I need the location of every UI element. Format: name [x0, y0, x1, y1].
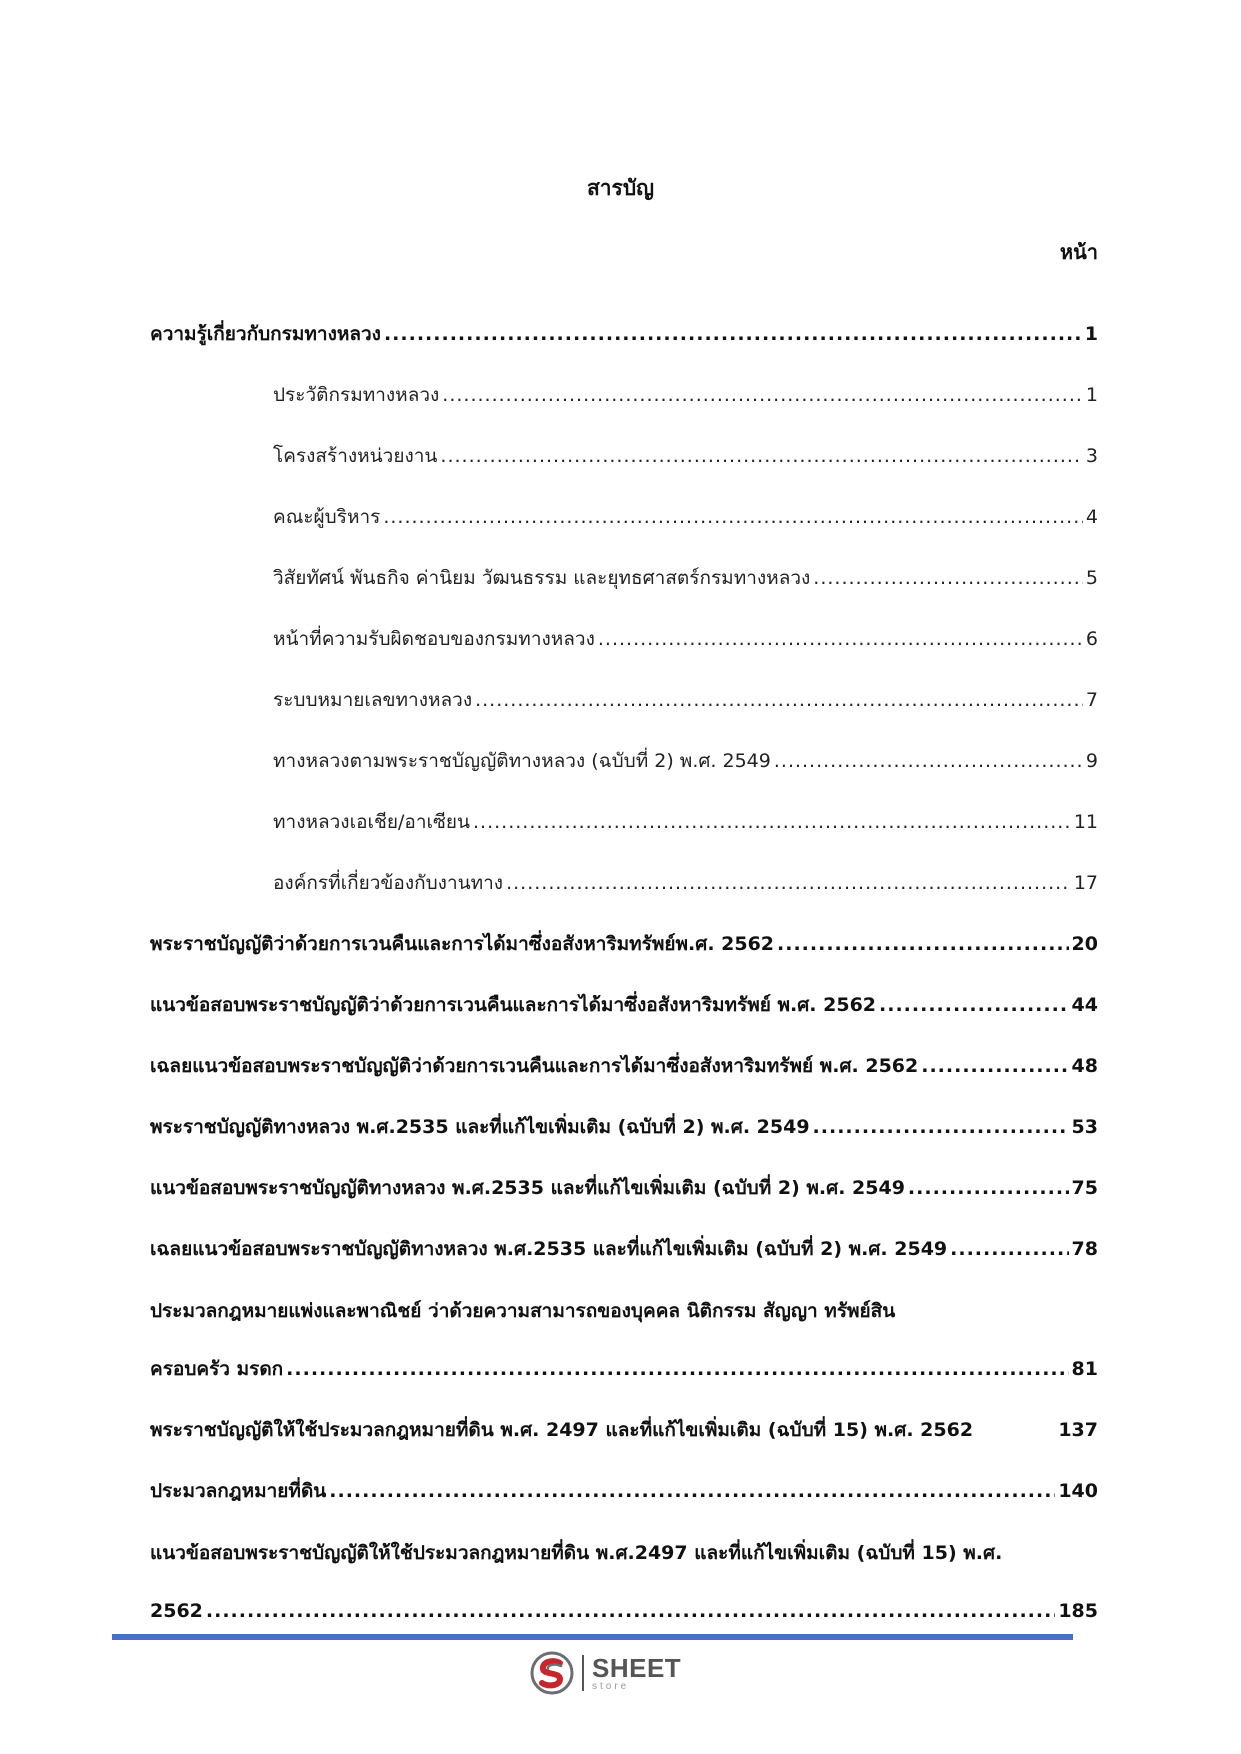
toc-dot-leader	[383, 504, 1083, 530]
toc-dot-leader	[473, 809, 1071, 835]
toc-entry-title: วิสัยทัศน์ พันธกิจ ค่านิยม วัฒนธรรม และยุทธศาสตร์กรมทางหลวง	[273, 567, 811, 589]
toc-entry-title: ครอบครัว มรดก	[150, 1358, 284, 1380]
toc-entry-title: พระราชบัญญัติทางหลวง พ.ศ.2535 และที่แก้ไขเพิ่มเติม (ฉบับที่ 2) พ.ศ. 2549	[150, 1116, 810, 1138]
toc-page-number: 44	[1071, 994, 1098, 1016]
toc-page-number: 78	[1071, 1238, 1098, 1260]
sheet-store-logo	[530, 1650, 681, 1696]
toc-page-number: 48	[1071, 1055, 1098, 1077]
toc-page-number: 5	[1085, 567, 1098, 589]
toc-dot-leader	[329, 1478, 1055, 1504]
toc-entry-title: ประมวลกฎหมายที่ดิน	[150, 1480, 327, 1502]
toc-page-number: 185	[1058, 1600, 1098, 1622]
toc-entry[interactable]	[150, 1018, 1098, 1079]
toc-entry[interactable]	[150, 713, 1098, 774]
logo-wordmark: SHEET	[592, 1652, 682, 1683]
toc-page-number: 140	[1058, 1480, 1098, 1502]
toc-entry-title: พระราชบัญญัติให้ใช้ประมวลกฎหมายที่ดิน พ.ศ. 2497 และที่แก้ไขเพิ่มเติม (ฉบับที่ 15) พ.ศ. 2562	[150, 1419, 974, 1441]
toc-dot-leader	[442, 382, 1083, 408]
toc-entry-title: ทางหลวงเอเชีย/อาเซียน	[273, 811, 471, 833]
toc-page-number: 1	[1084, 323, 1098, 345]
toc-dot-leader	[506, 870, 1071, 896]
toc-page-number: 3	[1085, 445, 1098, 467]
toc-entry-title: ประวัติกรมทางหลวง	[273, 384, 440, 406]
toc-entry[interactable]	[150, 408, 1098, 469]
toc-entry[interactable]	[150, 652, 1098, 713]
toc-entry-title: แนวข้อสอบพระราชบัญญัติให้ใช้ประมวลกฎหมายที่ดิน พ.ศ.2497 และที่แก้ไขเพิ่มเติม (ฉบับที่ 15) พ.ศ.	[150, 1542, 1003, 1564]
toc-page-number: 1	[1085, 384, 1098, 406]
toc-dot-leader	[879, 992, 1069, 1018]
toc-page-number: 75	[1071, 1177, 1098, 1199]
toc-entry[interactable]	[150, 896, 1098, 957]
logo-separator	[582, 1655, 584, 1691]
page-title: สารบัญ	[586, 176, 655, 200]
toc-entry-title: พระราชบัญญัติว่าด้วยการเวนคืนและการได้มาซึ่งอสังหาริมทรัพย์พ.ศ. 2562	[150, 933, 775, 955]
toc-entry[interactable]	[150, 1201, 1098, 1262]
toc-entry-title: แนวข้อสอบพระราชบัญญัติว่าด้วยการเวนคืนและการได้มาซึ่งอสังหาริมทรัพย์ พ.ศ. 2562	[150, 994, 877, 1016]
toc-entry-title: ระบบหมายเลขทางหลวง	[273, 689, 473, 711]
toc-entry-title: เฉลยแนวข้อสอบพระราชบัญญัติว่าด้วยการเวนคืนและการได้มาซึ่งอสังหาริมทรัพย์ พ.ศ. 2562	[150, 1055, 919, 1077]
toc-page-number: 6	[1085, 628, 1098, 650]
toc-entry[interactable]	[150, 957, 1098, 1018]
toc-entry[interactable]	[150, 469, 1098, 530]
table-of-contents	[150, 286, 1098, 1624]
toc-page-number: 11	[1073, 811, 1098, 833]
toc-dot-leader	[908, 1175, 1069, 1201]
toc-entry[interactable]	[150, 774, 1098, 835]
toc-page-number: 9	[1085, 750, 1098, 772]
toc-dot-leader	[206, 1598, 1055, 1624]
toc-page-number: 4	[1085, 506, 1098, 528]
toc-entry-title: เฉลยแนวข้อสอบพระราชบัญญัติทางหลวง พ.ศ.2535 และที่แก้ไขเพิ่มเติม (ฉบับที่ 2) พ.ศ. 2549	[150, 1238, 948, 1260]
toc-entry-title: ประมวลกฎหมายแพ่งและพาณิชย์ ว่าด้วยความสามารถของบุคคล นิติกรรม สัญญา ทรัพย์สิน	[150, 1300, 896, 1322]
toc-entry[interactable]	[150, 1382, 1098, 1443]
toc-dot-leader	[286, 1356, 1068, 1382]
logo-subtitle: store	[592, 1680, 630, 1692]
toc-dot-leader	[813, 1114, 1069, 1140]
toc-entry[interactable]	[150, 286, 1098, 347]
toc-entry[interactable]	[150, 1140, 1098, 1201]
logo-text	[592, 1652, 682, 1692]
toc-entry-title: 2562	[150, 1600, 203, 1622]
toc-dot-leader	[921, 1053, 1068, 1079]
toc-entry-title: ความรู้เกี่ยวกับกรมทางหลวง	[150, 323, 381, 345]
toc-entry-title: หน้าที่ความรับผิดชอบของกรมทางหลวง	[273, 628, 595, 650]
page-number-column-header: หน้า	[1059, 240, 1098, 264]
sheet-store-logo-icon	[530, 1651, 574, 1695]
toc-entry[interactable]	[150, 1262, 1098, 1382]
toc-page-number: 81	[1071, 1358, 1098, 1380]
toc-entry[interactable]	[150, 1079, 1098, 1140]
toc-dot-leader	[777, 931, 1069, 957]
toc-page-number: 20	[1071, 933, 1098, 955]
toc-entry-title: ทางหลวงตามพระราชบัญญัติทางหลวง (ฉบับที่ 2) พ.ศ. 2549	[273, 750, 771, 772]
toc-entry-title: คณะผู้บริหาร	[273, 506, 381, 528]
toc-page-number: 137	[1058, 1419, 1098, 1441]
toc-entry-title: แนวข้อสอบพระราชบัญญัติทางหลวง พ.ศ.2535 และที่แก้ไขเพิ่มเติม (ฉบับที่ 2) พ.ศ. 2549	[150, 1177, 905, 1199]
toc-dot-leader	[774, 748, 1083, 774]
toc-page-number: 17	[1073, 872, 1098, 894]
toc-dot-leader	[384, 321, 1082, 347]
toc-entry[interactable]	[150, 591, 1098, 652]
toc-dot-leader	[813, 565, 1083, 591]
footer-divider	[112, 1634, 1073, 1640]
toc-page-number: 7	[1085, 689, 1098, 711]
toc-dot-leader	[475, 687, 1083, 713]
toc-page-number: 53	[1071, 1116, 1098, 1138]
toc-entry[interactable]	[150, 835, 1098, 896]
toc-dot-leader	[598, 626, 1083, 652]
toc-dot-leader	[440, 443, 1083, 469]
toc-entry[interactable]	[150, 1443, 1098, 1504]
toc-entry[interactable]	[150, 347, 1098, 408]
toc-entry[interactable]	[150, 1504, 1098, 1624]
toc-entry[interactable]	[150, 530, 1098, 591]
toc-entry-title: โครงสร้างหน่วยงาน	[273, 445, 438, 467]
toc-dot-leader	[950, 1236, 1068, 1262]
toc-entry-title: องค์กรที่เกี่ยวข้องกับงานทาง	[273, 872, 504, 894]
